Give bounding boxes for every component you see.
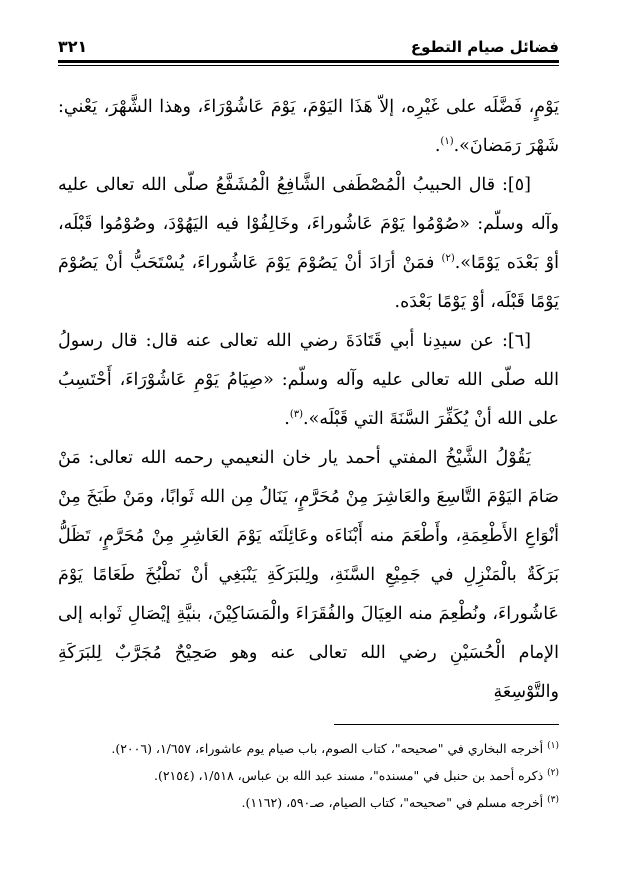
footnote-mark: (٢) [547, 767, 559, 778]
footnote: $^{(٣)}$ أخرجه مسلم في "صحيحه"، كتاب الصيام، صـ٥٩٠، (١١٦٢). [241, 794, 559, 810]
footnote: $^{(١)}$ أخرجه البخاري في "صحيحه"، كتاب الصوم، باب صيام يوم عاشوراء، ١/٦٥٧، (٢٠٠٦). [111, 740, 559, 756]
header-rule-thick [58, 60, 559, 63]
footnote-separator [334, 724, 559, 725]
running-title: فضائل صيام التطوع [410, 38, 559, 56]
paragraph: يَقُوْلُ الشَّيْخُ المفتي أحمد يار خان النعيمي رحمه الله تعالى: مَنْ صَامَ اليَوْمَ التَّاسِعَ والعَاشِرَ مِنْ مُحَرَّمٍ، يَنَالُ مِن الله ثَوابًا، ومَنْ طَبَخَ مِنْ أنْوَاعِ الأَطْعِمَةِ، وأَطْعَمَ منه أَبْنَاءَه وعَائِلَتَه يَوْمَ العَاشِرِ مِنْ مُحَرَّمٍ، تَظَلُّ بَرَكَةٌ بالْمَنْزِلِ في جَمِيْعِ السَّنَةِ، ولِلبَرَكَةِ يَنْبَغِي أنْ نَطْبُخَ طَعَامًا يَوْمَ عَاشُوراءَ، ونُطْعِمَ منه العِيَالَ والفُقَرَاءَ والْمَسَاكِيْنَ، بنيَّةِ إيْصَالِ ثَوابه إلى الإمام الْحُسَيْنِ رضي الله تعالى عنه وهو صَحِيْحٌ مُجَرَّبٌ لِلبَرَكَةِ والتَّوْسِعَةِ [58, 448, 559, 702]
page-number: ٣٢١ [58, 37, 88, 56]
paragraph: [٥]: قال الحبيبُ الْمُصْطَفى الشَّافِعُ الْمُشَفَّعُ صلّى الله تعالى عليه وآله وسلّم: «صُوْمُوا يَوْمَ عَاشُوراءَ، وخَالِفُوْا فيه اليَهُوْدَ، وصُوْمُوا قَبْلَه، أوْ بَعْدَه يَوْمًا».$^{(٢)}$ فمَنْ أرَادَ أنْ يَصُوْمَ يَوْمَ عَاشُوراءَ، يُسْتَحَبُّ أنْ يَصُوْمَ يَوْمًا قَبْلَه، أوْ يَوْمًا بَعْدَه. [58, 175, 559, 312]
footnote-ref[interactable]: (١) [440, 136, 454, 148]
footnote: $^{(٢)}$ ذكره أحمد بن حنبل في "مسنده"، مسند عبد الله بن عباس، ١/٥١٨، (٢١٥٤). [153, 767, 559, 783]
footnotes [58, 735, 559, 816]
page-header [58, 30, 559, 56]
footnote-ref[interactable]: (٣) [289, 409, 304, 421]
paragraph: يَوْمٍ، فَضَّلَه على غَيْرِه، إلاّ هَذَا اليَوْمَ، يَوْمَ عَاشُوْرَاءَ، وهذا الشَّهْرَ، يَعْني: شَهْرَ رَمَضانَ».$^{(١)}$. [58, 97, 559, 156]
footnote-mark: (٣) [547, 794, 559, 805]
paragraph: [٦]: عن سيدِنا أبي قَتَادَةَ رضي الله تعالى عنه قال: قال رسولُ الله صلّى الله تعالى عليه وآله وسلّم: «صِيَامُ يَوْمِ عَاشُوْرَاءَ، أَحْتَسِبُ على الله أنْ يُكَفِّرَ السَّنَةَ التي قَبْلَه».$^{(٣)}$. [58, 331, 559, 429]
footnote-mark: (١) [547, 740, 559, 751]
header-rule-thin [58, 65, 559, 66]
footnote-ref[interactable]: (٢) [441, 253, 455, 265]
body-text [58, 88, 559, 712]
